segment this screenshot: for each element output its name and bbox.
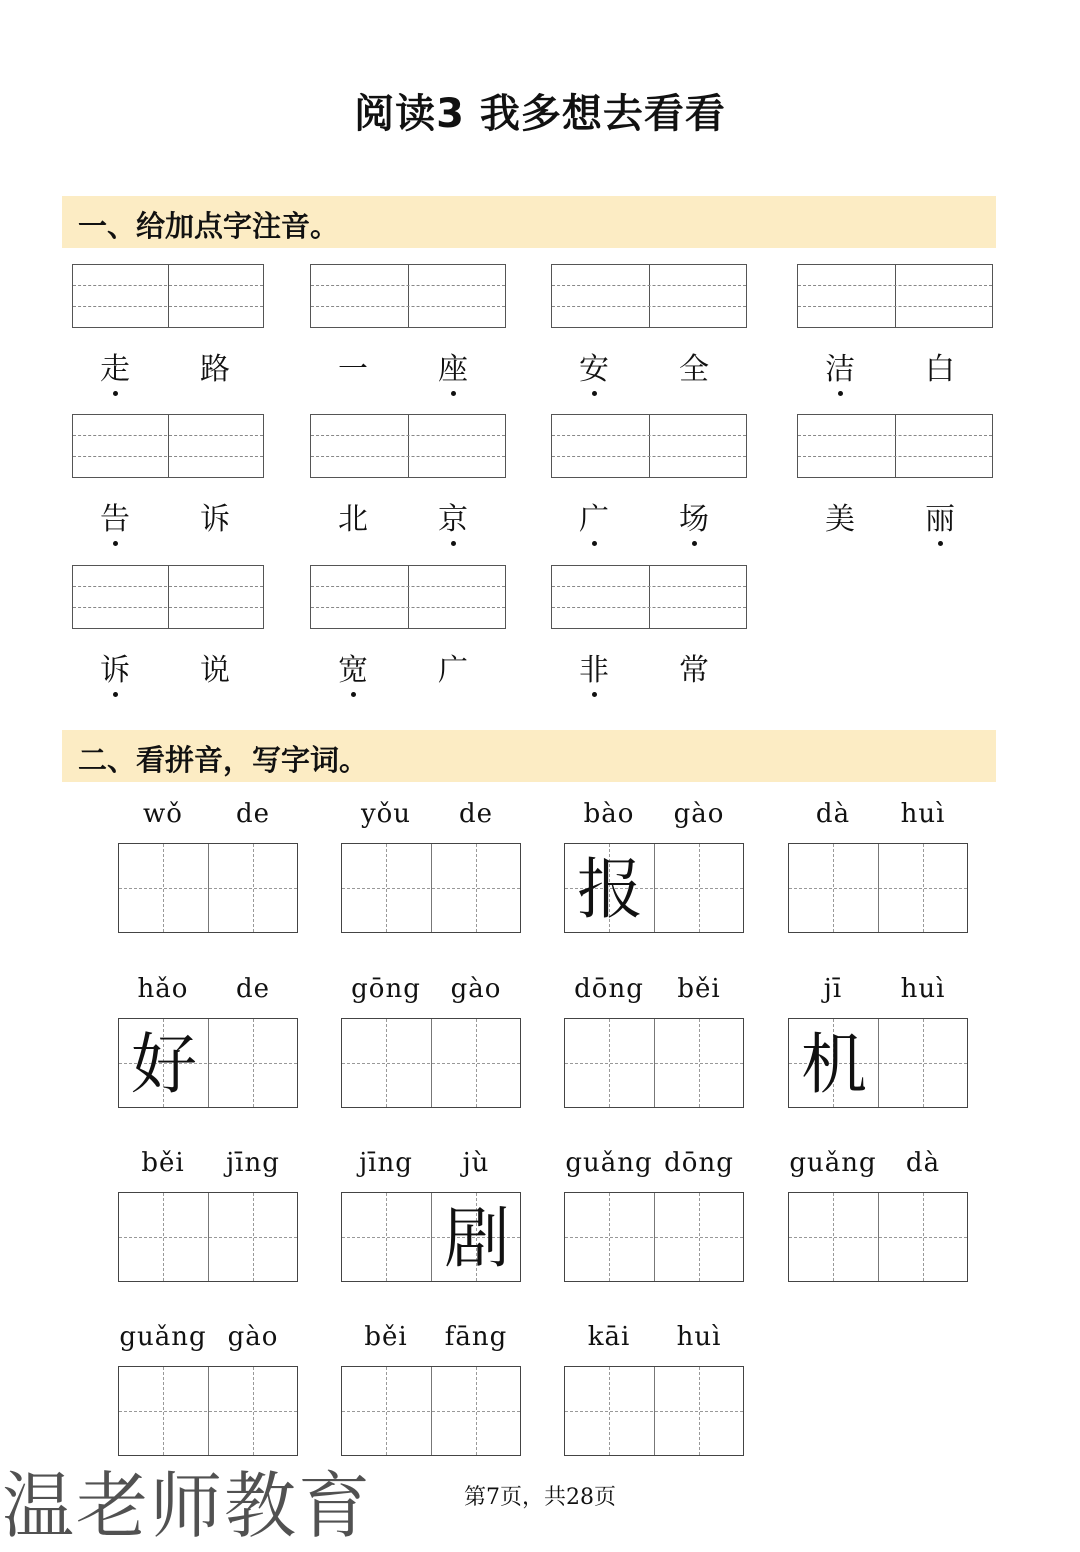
word-character: 白	[925, 352, 955, 387]
character-write-grid[interactable]	[788, 1018, 968, 1108]
pinyin-label: jī	[823, 974, 843, 1004]
pinyin-label: dà	[815, 799, 851, 829]
pinyin-label: de	[235, 799, 271, 829]
page-title: 阅读3 我多想去看看	[354, 91, 726, 137]
character-write-grid[interactable]	[118, 1192, 298, 1282]
pinyin-label: hǎo	[137, 974, 189, 1004]
character-write-grid[interactable]	[788, 843, 968, 933]
character-write-grid[interactable]	[118, 1366, 298, 1456]
word-character: 非	[569, 645, 619, 689]
pinyin-label: jù	[462, 1148, 490, 1178]
word-character: 安	[569, 344, 619, 388]
word-character: 说	[200, 653, 230, 688]
character-write-grid[interactable]	[564, 843, 744, 933]
word-character: 诉	[90, 645, 140, 689]
word-character: 广	[569, 494, 619, 538]
word-character: 告	[90, 494, 140, 538]
pinyin-label: běi	[141, 1148, 185, 1178]
pinyin-label: bào	[583, 799, 635, 829]
word-character: 京	[428, 494, 478, 538]
pinyin-write-box[interactable]	[797, 264, 993, 328]
pinyin-label: běi	[364, 1322, 408, 1352]
word-character: 全	[679, 352, 709, 387]
pinyin-write-box[interactable]	[72, 264, 264, 328]
pinyin-write-box[interactable]	[310, 565, 506, 629]
pinyin-label: de	[458, 799, 494, 829]
pinyin-label: huì	[900, 799, 946, 829]
word-character: 洁	[815, 344, 865, 388]
section-1-header	[62, 196, 996, 248]
pinyin-label: huì	[676, 1322, 722, 1352]
section-1-heading: 一、给加点字注音。	[78, 209, 340, 243]
pinyin-label: yǒu	[360, 799, 412, 829]
section-2-heading: 二、看拼音，写字词。	[78, 743, 369, 777]
pinyin-label: gào	[227, 1322, 279, 1352]
pinyin-label: gōng	[351, 974, 421, 1004]
character-write-grid[interactable]	[341, 843, 521, 933]
pinyin-label: gào	[450, 974, 502, 1004]
character-write-grid[interactable]	[564, 1018, 744, 1108]
character-write-grid[interactable]	[341, 1192, 521, 1282]
pinyin-label: gào	[673, 799, 725, 829]
pinyin-label: běi	[677, 974, 721, 1004]
pinyin-label: guǎng	[565, 1148, 653, 1178]
pinyin-label: dōng	[664, 1148, 734, 1178]
word-character: 北	[338, 502, 368, 537]
pinyin-write-box[interactable]	[72, 414, 264, 478]
pinyin-label: huì	[900, 974, 946, 1004]
pinyin-write-box[interactable]	[551, 565, 747, 629]
word-character: 场	[669, 494, 719, 538]
pinyin-write-box[interactable]	[310, 414, 506, 478]
pinyin-write-box[interactable]	[551, 414, 747, 478]
written-character: 剧	[444, 1200, 510, 1277]
pinyin-write-box[interactable]	[551, 264, 747, 328]
word-character: 美	[825, 502, 855, 537]
watermark: 温老师教育	[2, 1464, 373, 1548]
written-character: 机	[801, 1026, 867, 1103]
pinyin-label: guǎng	[789, 1148, 877, 1178]
word-character: 走	[90, 344, 140, 388]
pinyin-label: fāng	[444, 1322, 508, 1352]
character-write-grid[interactable]	[341, 1366, 521, 1456]
word-character: 一	[338, 352, 368, 387]
pinyin-label: de	[235, 974, 271, 1004]
pinyin-label: jīng	[226, 1148, 280, 1178]
word-character: 丽	[915, 494, 965, 538]
section-2-header	[62, 730, 996, 782]
pinyin-label: dōng	[574, 974, 644, 1004]
word-character: 广	[438, 653, 468, 688]
pinyin-label: jīng	[359, 1148, 413, 1178]
word-character: 常	[679, 653, 709, 688]
pinyin-label: kāi	[587, 1322, 631, 1352]
word-character: 诉	[200, 502, 230, 537]
word-character: 路	[200, 352, 230, 387]
character-write-grid[interactable]	[564, 1366, 744, 1456]
pinyin-label: dà	[905, 1148, 941, 1178]
character-write-grid[interactable]	[118, 843, 298, 933]
character-write-grid[interactable]	[341, 1018, 521, 1108]
word-character: 座	[428, 344, 478, 388]
pinyin-write-box[interactable]	[72, 565, 264, 629]
word-character: 宽	[328, 645, 378, 689]
written-character: 报	[577, 851, 643, 928]
pinyin-label: wǒ	[143, 799, 183, 829]
character-write-grid[interactable]	[564, 1192, 744, 1282]
page-footer: 第7页，共28页	[464, 1485, 616, 1510]
character-write-grid[interactable]	[788, 1192, 968, 1282]
pinyin-write-box[interactable]	[797, 414, 993, 478]
pinyin-write-box[interactable]	[310, 264, 506, 328]
character-write-grid[interactable]	[118, 1018, 298, 1108]
written-character: 好	[131, 1026, 197, 1103]
pinyin-label: guǎng	[119, 1322, 207, 1352]
